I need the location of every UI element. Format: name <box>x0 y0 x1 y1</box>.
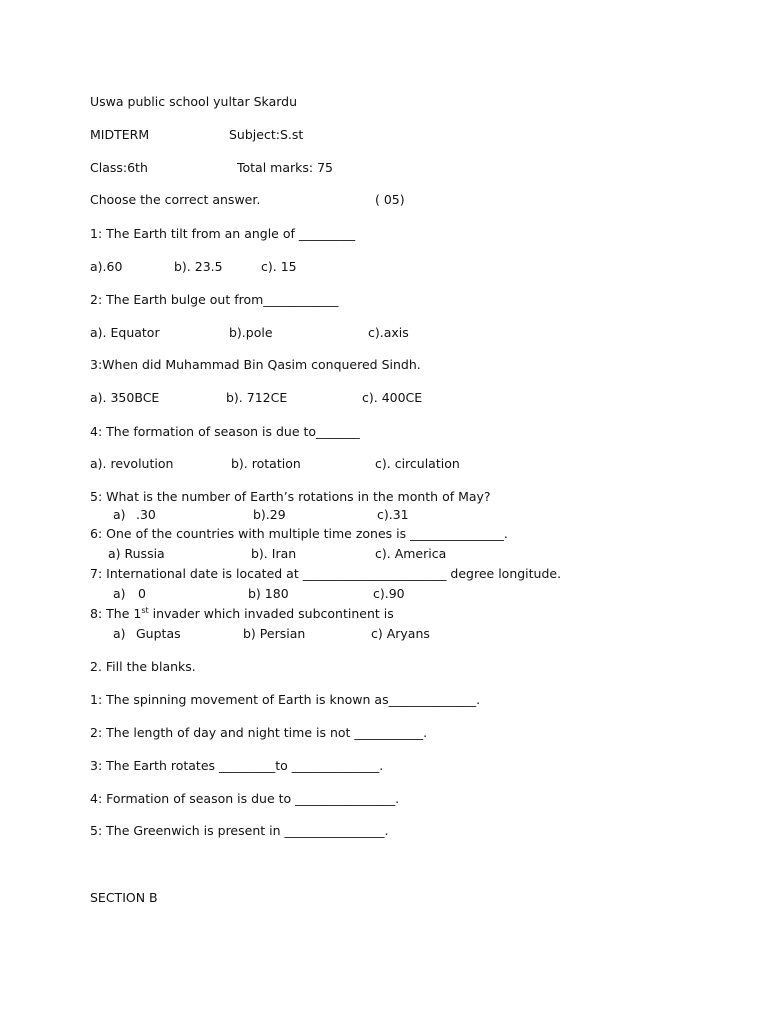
section-b-title: SECTION B <box>90 890 158 905</box>
q3-option-a: a). 350BCE <box>90 390 160 405</box>
q1-option-c: c). 15 <box>261 259 297 274</box>
q2-option-c: c).axis <box>368 325 409 340</box>
school-name: Uswa public school yultar Skardu <box>90 94 298 109</box>
question-5: 5: What is the number of Earth’s rotations in the month of May? <box>90 489 491 504</box>
question-1: 1: The Earth tilt from an angle of _________ <box>90 226 356 241</box>
fill-blank-4: 4: Formation of season is due to ________________. <box>90 791 400 806</box>
question-8-prefix: 8: The 1 <box>90 606 142 621</box>
section1-instruction: Choose the correct answer. <box>90 192 261 207</box>
subject-label: Subject:S.st <box>229 127 304 142</box>
q7-option-a-marker: a) <box>113 586 126 601</box>
q7-option-c: c).90 <box>373 586 405 601</box>
q5-option-c: c).31 <box>377 507 409 522</box>
q8-option-a-marker: a) <box>113 626 126 641</box>
fill-blank-2: 2: The length of day and night time is not ___________. <box>90 725 428 740</box>
q5-option-a-marker: a) <box>113 507 126 522</box>
exam-title: MIDTERM <box>90 127 150 142</box>
q4-option-c: c). circulation <box>375 456 460 471</box>
q7-option-a: 0 <box>138 586 146 601</box>
q8-option-c: c) Aryans <box>371 626 430 641</box>
question-8-superscript: st <box>141 605 149 615</box>
fill-blank-3: 3: The Earth rotates _________to ______________. <box>90 758 384 773</box>
q1-option-a: a).60 <box>90 259 123 274</box>
question-8-suffix: invader which invaded subcontinent is <box>148 606 394 621</box>
fill-blank-5: 5: The Greenwich is present in ________________. <box>90 823 389 838</box>
fill-blank-1: 1: The spinning movement of Earth is known as______________. <box>90 692 481 707</box>
class-label: Class:6th <box>90 160 148 175</box>
q7-option-b: b) 180 <box>248 586 289 601</box>
q1-option-b: b). 23.5 <box>174 259 223 274</box>
question-7: 7: International date is located at _______________________ degree longitude. <box>90 566 562 581</box>
q4-option-a: a). revolution <box>90 456 174 471</box>
q2-option-a: a). Equator <box>90 325 160 340</box>
q6-option-c: c). America <box>375 546 447 561</box>
q6-option-b: b). Iran <box>251 546 297 561</box>
section1-marks: ( 05) <box>375 192 405 207</box>
q6-option-a: a) Russia <box>108 546 165 561</box>
q8-option-b: b) Persian <box>243 626 306 641</box>
question-6: 6: One of the countries with multiple time zones is _______________. <box>90 526 508 541</box>
section2-title: 2. Fill the blanks. <box>90 659 196 674</box>
q3-option-b: b). 712CE <box>226 390 288 405</box>
q2-option-b: b).pole <box>229 325 273 340</box>
question-4: 4: The formation of season is due to_______ <box>90 424 360 439</box>
q8-option-a: Guptas <box>136 626 181 641</box>
question-2: 2: The Earth bulge out from____________ <box>90 292 339 307</box>
q5-option-b: b).29 <box>253 507 286 522</box>
question-8 <box>90 606 394 622</box>
q5-option-a: .30 <box>136 507 156 522</box>
q4-option-b: b). rotation <box>231 456 301 471</box>
q3-option-c: c). 400CE <box>362 390 423 405</box>
question-3: 3:When did Muhammad Bin Qasim conquered Sindh. <box>90 357 421 372</box>
total-marks-label: Total marks: 75 <box>237 160 333 175</box>
